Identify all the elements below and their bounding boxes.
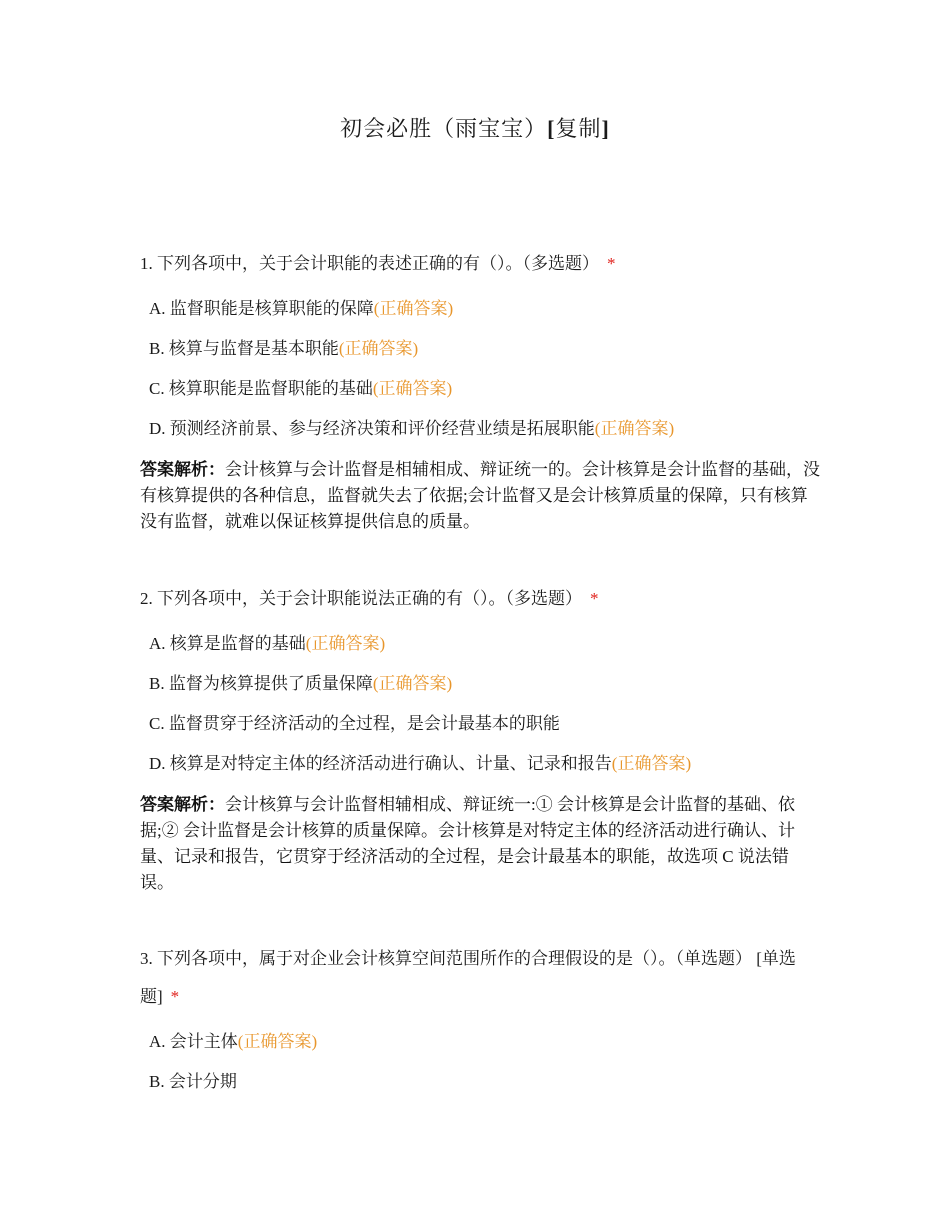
option-d[interactable] (140, 744, 820, 784)
correct-answer-tag: (正确答案) (372, 674, 453, 693)
option-b[interactable] (140, 1062, 820, 1102)
question-3 (140, 940, 820, 1102)
correct-answer-tag: (正确答案) (373, 299, 454, 318)
question-stem (140, 940, 820, 1016)
title-main: 初会必胜（雨宝宝） (340, 116, 548, 141)
option-list (140, 1022, 820, 1102)
option-text: B. 会计分期 (149, 1072, 237, 1091)
correct-answer-tag: (正确答案) (237, 1032, 318, 1051)
required-mark: * (590, 589, 599, 608)
analysis-label: 答案解析： (140, 460, 225, 479)
option-c[interactable] (140, 369, 820, 409)
question-2 (140, 580, 820, 896)
option-b[interactable] (140, 329, 820, 369)
copy-link[interactable]: 复制 (555, 116, 602, 141)
option-a[interactable] (140, 289, 820, 329)
option-b[interactable] (140, 664, 820, 704)
option-d[interactable] (140, 409, 820, 449)
option-c[interactable] (140, 704, 820, 744)
question-stem-text: 3. 下列各项中，属于对企业会计核算空间范围所作的合理假设的是（）。（单选题） [单选题] (140, 949, 796, 1006)
analysis-label: 答案解析： (140, 795, 225, 814)
option-text: C. 核算职能是监督职能的基础 (149, 379, 373, 398)
option-text: D. 预测经济前景、参与经济决策和评价经营业绩是拓展职能 (149, 419, 595, 438)
correct-answer-tag: (正确答案) (594, 419, 675, 438)
option-a[interactable] (140, 1022, 820, 1062)
option-text: C. 监督贯穿于经济活动的全过程，是会计最基本的职能 (149, 714, 560, 733)
answer-analysis (140, 457, 820, 535)
correct-answer-tag: (正确答案) (305, 634, 386, 653)
title-bracket-close: ] (601, 116, 610, 141)
question-stem-text: 1. 下列各项中，关于会计职能的表述正确的有（）。（多选题） (140, 254, 599, 273)
analysis-text: 会计核算与会计监督相辅相成、辩证统一:① 会计核算是会计监督的基础、依据;② 会计监督是会计核算的质量保障。会计核算是对特定主体的经济活动进行确认、计量、记录和报告，它贯穿于经济活动的全过程，是会计最基本的职能，故选项 C 说法错误。 (140, 795, 795, 892)
correct-answer-tag: (正确答案) (338, 339, 419, 358)
option-a[interactable] (140, 624, 820, 664)
option-text: A. 会计主体 (149, 1032, 238, 1051)
title-bracket-open: [ (547, 116, 556, 141)
option-text: D. 核算是对特定主体的经济活动进行确认、计量、记录和报告 (149, 754, 612, 773)
question-stem-text: 2. 下列各项中，关于会计职能说法正确的有（）。（多选题） (140, 589, 582, 608)
analysis-text: 会计核算与会计监督是相辅相成、辩证统一的。会计核算是会计监督的基础，没有核算提供的各种信息，监督就失去了依据;会计监督又是会计核算质量的保障，只有核算没有监督，就难以保证核算提供信息的质量。 (140, 460, 820, 531)
option-text: B. 核算与监督是基本职能 (149, 339, 339, 358)
option-list (140, 624, 820, 784)
question-stem (140, 580, 820, 618)
question-1 (140, 245, 820, 535)
option-text: A. 监督职能是核算职能的保障 (149, 299, 374, 318)
required-mark: * (607, 254, 616, 273)
required-mark: * (170, 987, 180, 1006)
correct-answer-tag: (正确答案) (372, 379, 453, 398)
answer-analysis (140, 792, 820, 896)
option-text: B. 监督为核算提供了质量保障 (149, 674, 373, 693)
page-title (0, 112, 950, 143)
option-list (140, 289, 820, 449)
option-text: A. 核算是监督的基础 (149, 634, 306, 653)
question-stem (140, 245, 820, 283)
correct-answer-tag: (正确答案) (611, 754, 692, 773)
